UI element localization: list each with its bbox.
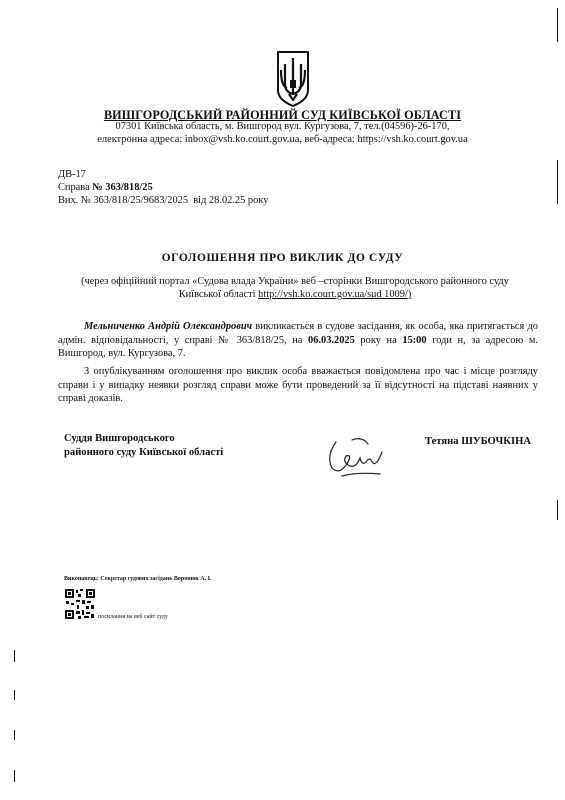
case-number-line [58,181,268,194]
case-number: № 363/818/25 [92,182,153,193]
case-info [58,168,268,207]
scan-edge-mark [14,690,15,700]
outgoing-number: Вих. № 363/818/25/9683/2025 [58,195,189,206]
case-label: Справа [58,182,90,193]
hearing-date: 06.03.2025 [308,334,355,346]
person-name: Мельниченко Андрій Олександрович [84,321,253,332]
scan-edge-mark [557,500,558,520]
notice-title: ОГОЛОШЕННЯ ПРО ВИКЛИК ДО СУДУ [161,252,404,264]
court-portal-link[interactable]: http://vsh.ko.court.gov.ua/sud 1009/) [258,289,412,300]
scan-edge-mark [557,8,558,42]
scan-edge-mark [557,160,558,204]
handwritten-signature-icon [322,432,392,480]
doc-code: ДВ-17 [58,169,86,180]
scan-edge-mark [14,730,15,740]
notification-paragraph: З опублікуванням оголошення про виклик особа вважається повідомлена про час і місце розгляду справи і у випадку неявки розгляд справи може бути проведений за її відсутності на підставі наявних у справі доказів. [58,366,538,404]
qr-caption: посилання на веб сайт суду [98,614,168,620]
qr-code-icon[interactable] [64,588,96,620]
court-address: 07301 Київська область, м. Вишгород вул. Кургузова, 7, тел.(04596)-26-170, [115,121,450,132]
subtitle-text: (через офіційний портал «Судова влада України» веб –сторінки Вишгородського районного суду Київської області [81,276,509,300]
trident-emblem-icon [274,50,312,108]
scan-edge-mark [14,650,15,662]
outgoing-date: від 28.02.25 року [193,195,269,206]
notice-subtitle [80,275,510,301]
judge-role: Суддя Вишгородського районного суду Київської області [64,433,224,458]
hearing-time: 15:00 [402,334,427,346]
judge-name: Тетяна ШУБОЧКІНА [425,436,531,447]
court-contacts: електронна адреса: inbox@vsh.ko.court.gov.ua, веб-адреса: https://vsh.ko.court.gov.ua [97,134,468,145]
court-name: ВИШГОРОДСЬКИЙ РАЙОННИЙ СУД КИЇВСЬКОЇ ОБЛАСТІ [103,108,462,122]
summons-paragraph: Мельниченко Андрій Олександрович викликається в судове засідання, як особа, яка притягається до адмін. відповідальності, у справі № 363/818/25, на 06.03.2025 року на 15:00 годи н, за адресою м. Вишгород, вул. Кургузова, 7. [58,321,538,359]
outgoing-number-line [58,194,268,207]
scan-edge-mark [14,770,15,782]
executor-note: Виконавець: Секретар судових засідань Воронюк А. І. [64,576,212,582]
